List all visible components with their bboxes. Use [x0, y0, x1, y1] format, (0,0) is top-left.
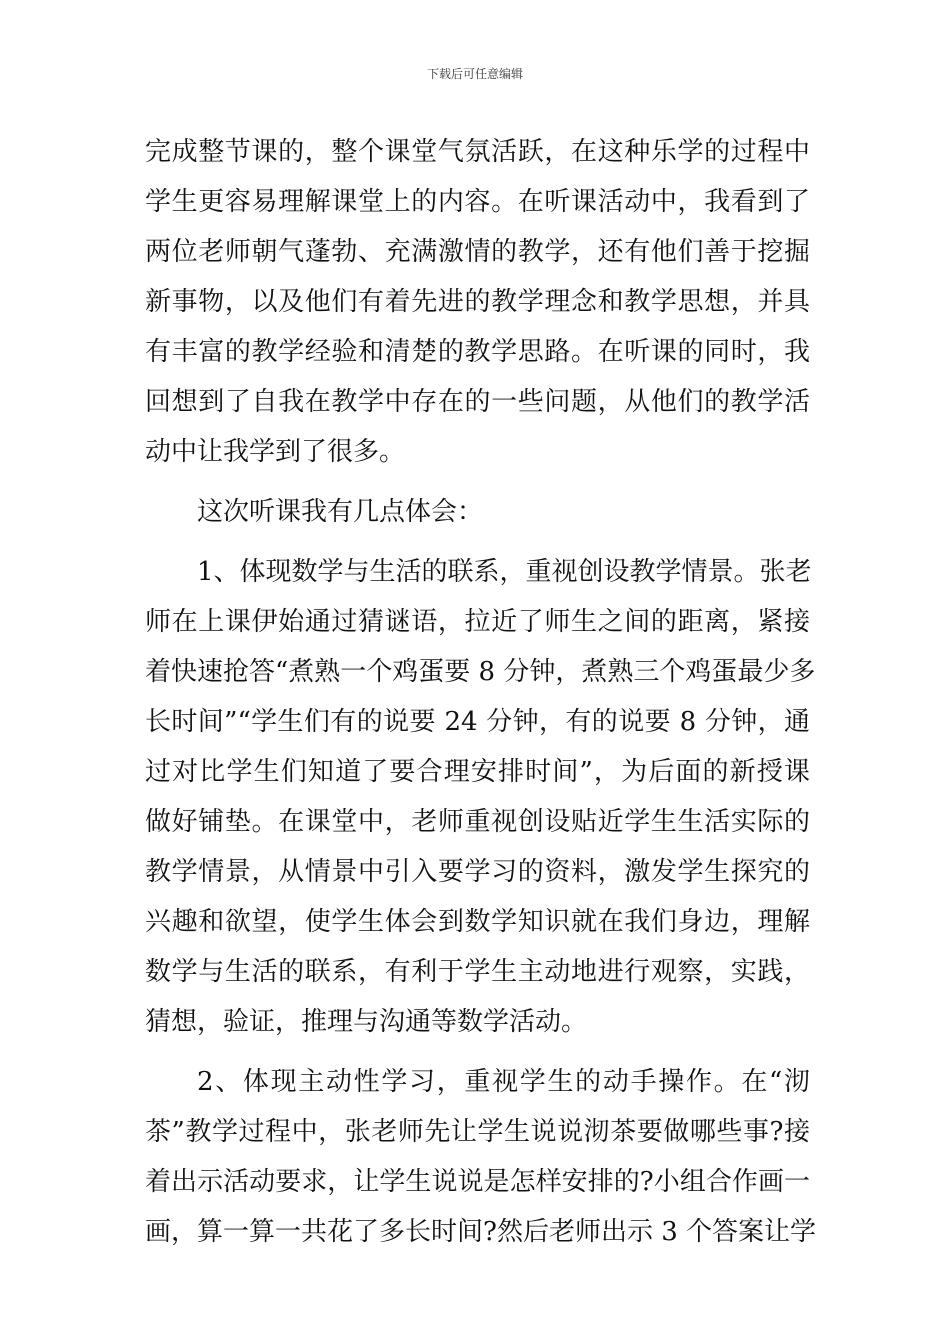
text-line: 新事物，以及他们有着先进的教学理念和教学思想，并具: [145, 287, 810, 317]
text-line: 猜想，验证，推理与沟通等数学活动。: [145, 1007, 588, 1037]
page-header: 下载后可任意编辑: [426, 67, 523, 81]
document-body: [145, 127, 817, 1257]
text-line: 兴趣和欲望，使学生体会到数学知识就在我们身边，理解: [145, 907, 810, 937]
text-line: 着快速抢答“煮熟一个鸡蛋要 8 分钟，煮熟三个鸡蛋最少多: [145, 657, 816, 687]
text-line: 有丰富的教学经验和清楚的教学思路。在听课的同时，我: [145, 337, 810, 367]
paragraph-4: [145, 1057, 817, 1257]
text-line: 回想到了自我在教学中存在的一些问题，从他们的教学活: [145, 387, 810, 417]
text-line: 茶”教学过程中，张老师先让学生说说沏茶要做哪些事?接: [145, 1117, 810, 1147]
text-line: 画，算一算一共花了多长时间?然后老师出示 3 个答案让学: [145, 1217, 817, 1247]
paragraph-2: [145, 487, 810, 537]
text-line: 数学与生活的联系，有利于学生主动地进行观察，实践，: [145, 957, 810, 987]
text-line: 教学情景，从情景中引入要学习的资料，激发学生探究的: [145, 857, 810, 887]
text-line: 着出示活动要求，让学生说说是怎样安排的?小组合作画一: [145, 1167, 810, 1197]
text-line: 1、体现数学与生活的联系，重视创设教学情景。张老: [197, 557, 812, 587]
text-line: 完成整节课的，整个课堂气氛活跃，在这种乐学的过程中: [145, 137, 810, 167]
text-line: 过对比学生们知道了要合理安排时间”，为后面的新授课: [145, 757, 810, 787]
text-line: 两位老师朝气蓬勃、充满激情的教学，还有他们善于挖掘: [145, 237, 810, 267]
text-line: 学生更容易理解课堂上的内容。在听课活动中，我看到了: [145, 187, 810, 217]
text-line: 做好铺垫。在课堂中，老师重视创设贴近学生生活实际的: [145, 807, 810, 837]
text-line: 2、体现主动性学习，重视学生的动手操作。在“沏: [197, 1067, 810, 1097]
text-line: 师在上课伊始通过猜谜语，拉近了师生之间的距离，紧接: [145, 607, 810, 637]
text-line: 动中让我学到了很多。: [145, 437, 406, 467]
text-line: 长时间”“学生们有的说要 24 分钟，有的说要 8 分钟，通: [145, 707, 810, 737]
paragraph-1: [145, 127, 810, 477]
paragraph-3: [145, 547, 816, 1047]
text-line: 这次听课我有几点体会：: [197, 497, 484, 527]
